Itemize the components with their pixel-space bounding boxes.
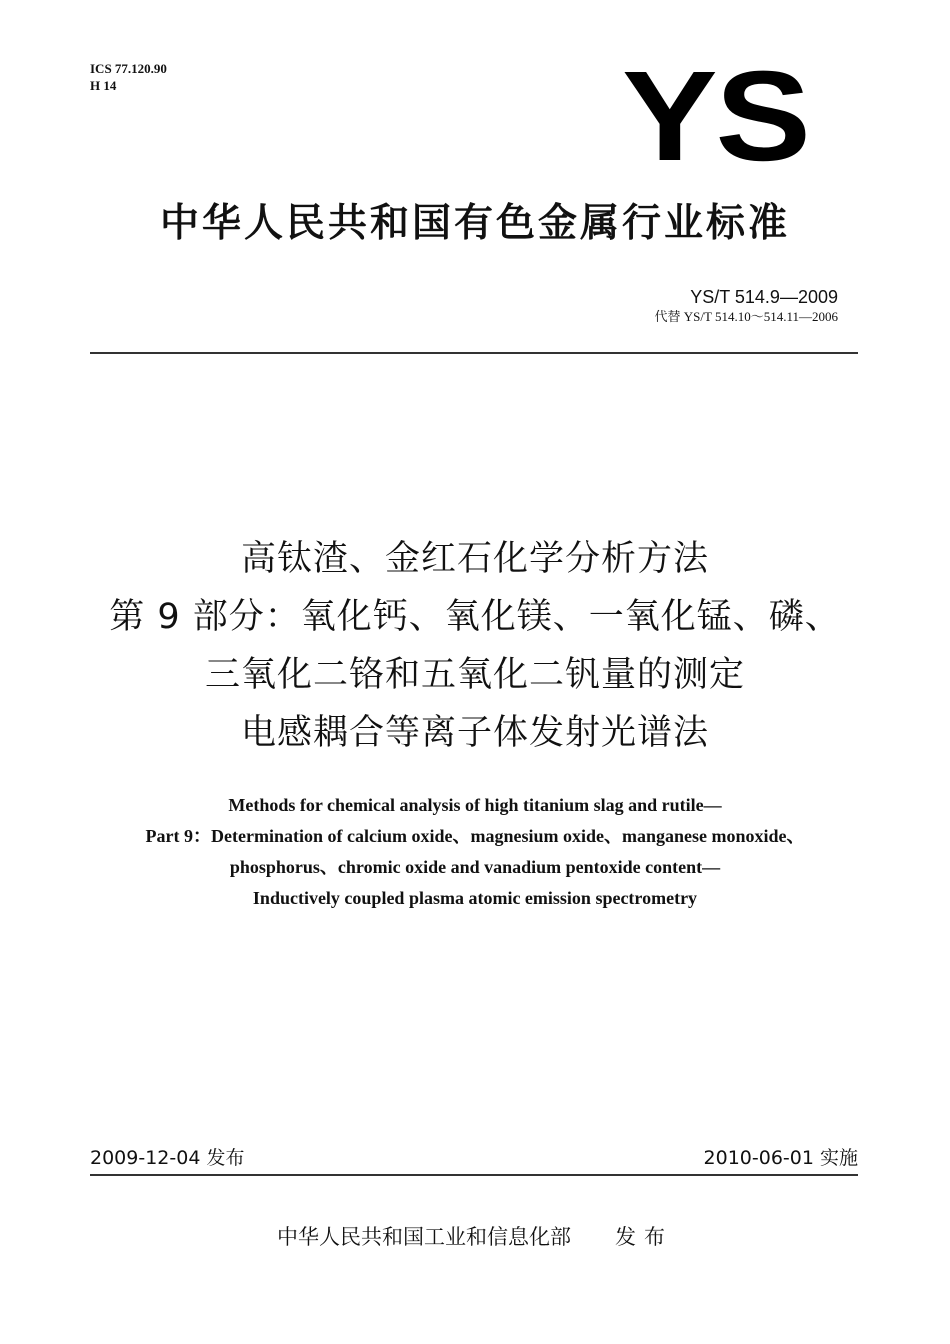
implementation-date: 2010-06-01 实施 [703, 1147, 858, 1169]
english-title-line-3: phosphorus、chromic oxide and vanadium pentoxide content— [229, 857, 721, 877]
header-divider [90, 352, 858, 354]
replaced-standards: 代替 YS/T 514.10～514.11—2006 [654, 309, 838, 324]
classification-codes [90, 60, 167, 94]
issue-date: 2009-12-04 发布 [90, 1147, 245, 1169]
ics-code: ICS 77.120.90 [90, 61, 167, 76]
chinese-title-line-3: 三氧化二铬和五氧化二钒量的测定 [204, 655, 745, 695]
issuing-authority [0, 1222, 950, 1252]
english-title-line-2: Part 9：Determination of calcium oxide、magnesium oxide、manganese monoxide、 [145, 826, 805, 846]
ys-logo: YS [622, 45, 809, 188]
english-title-line-4: Inductively coupled plasma atomic emission spectrometry [252, 888, 698, 908]
chinese-title-line-4: 电感耦合等离子体发射光谱法 [240, 713, 709, 753]
chinese-title [60, 530, 890, 762]
footer-divider [90, 1174, 858, 1176]
issuer-action: 发布 [615, 1225, 673, 1249]
ccs-code: H 14 [90, 78, 117, 93]
english-title [60, 790, 890, 914]
standard-category-title: 中华人民共和国有色金属行业标准 [159, 201, 790, 246]
standard-number-block [655, 286, 838, 326]
chinese-title-line-1: 高钛渣、金红石化学分析方法 [240, 539, 709, 579]
issuer-name: 中华人民共和国工业和信息化部 [277, 1225, 571, 1249]
english-title-line-1: Methods for chemical analysis of high titanium slag and rutile— [228, 795, 722, 815]
standard-number: YS/T 514.9—2009 [690, 287, 838, 307]
chinese-title-line-2: 第 9 部分：氧化钙、氧化镁、一氧化锰、磷、 [109, 597, 841, 637]
